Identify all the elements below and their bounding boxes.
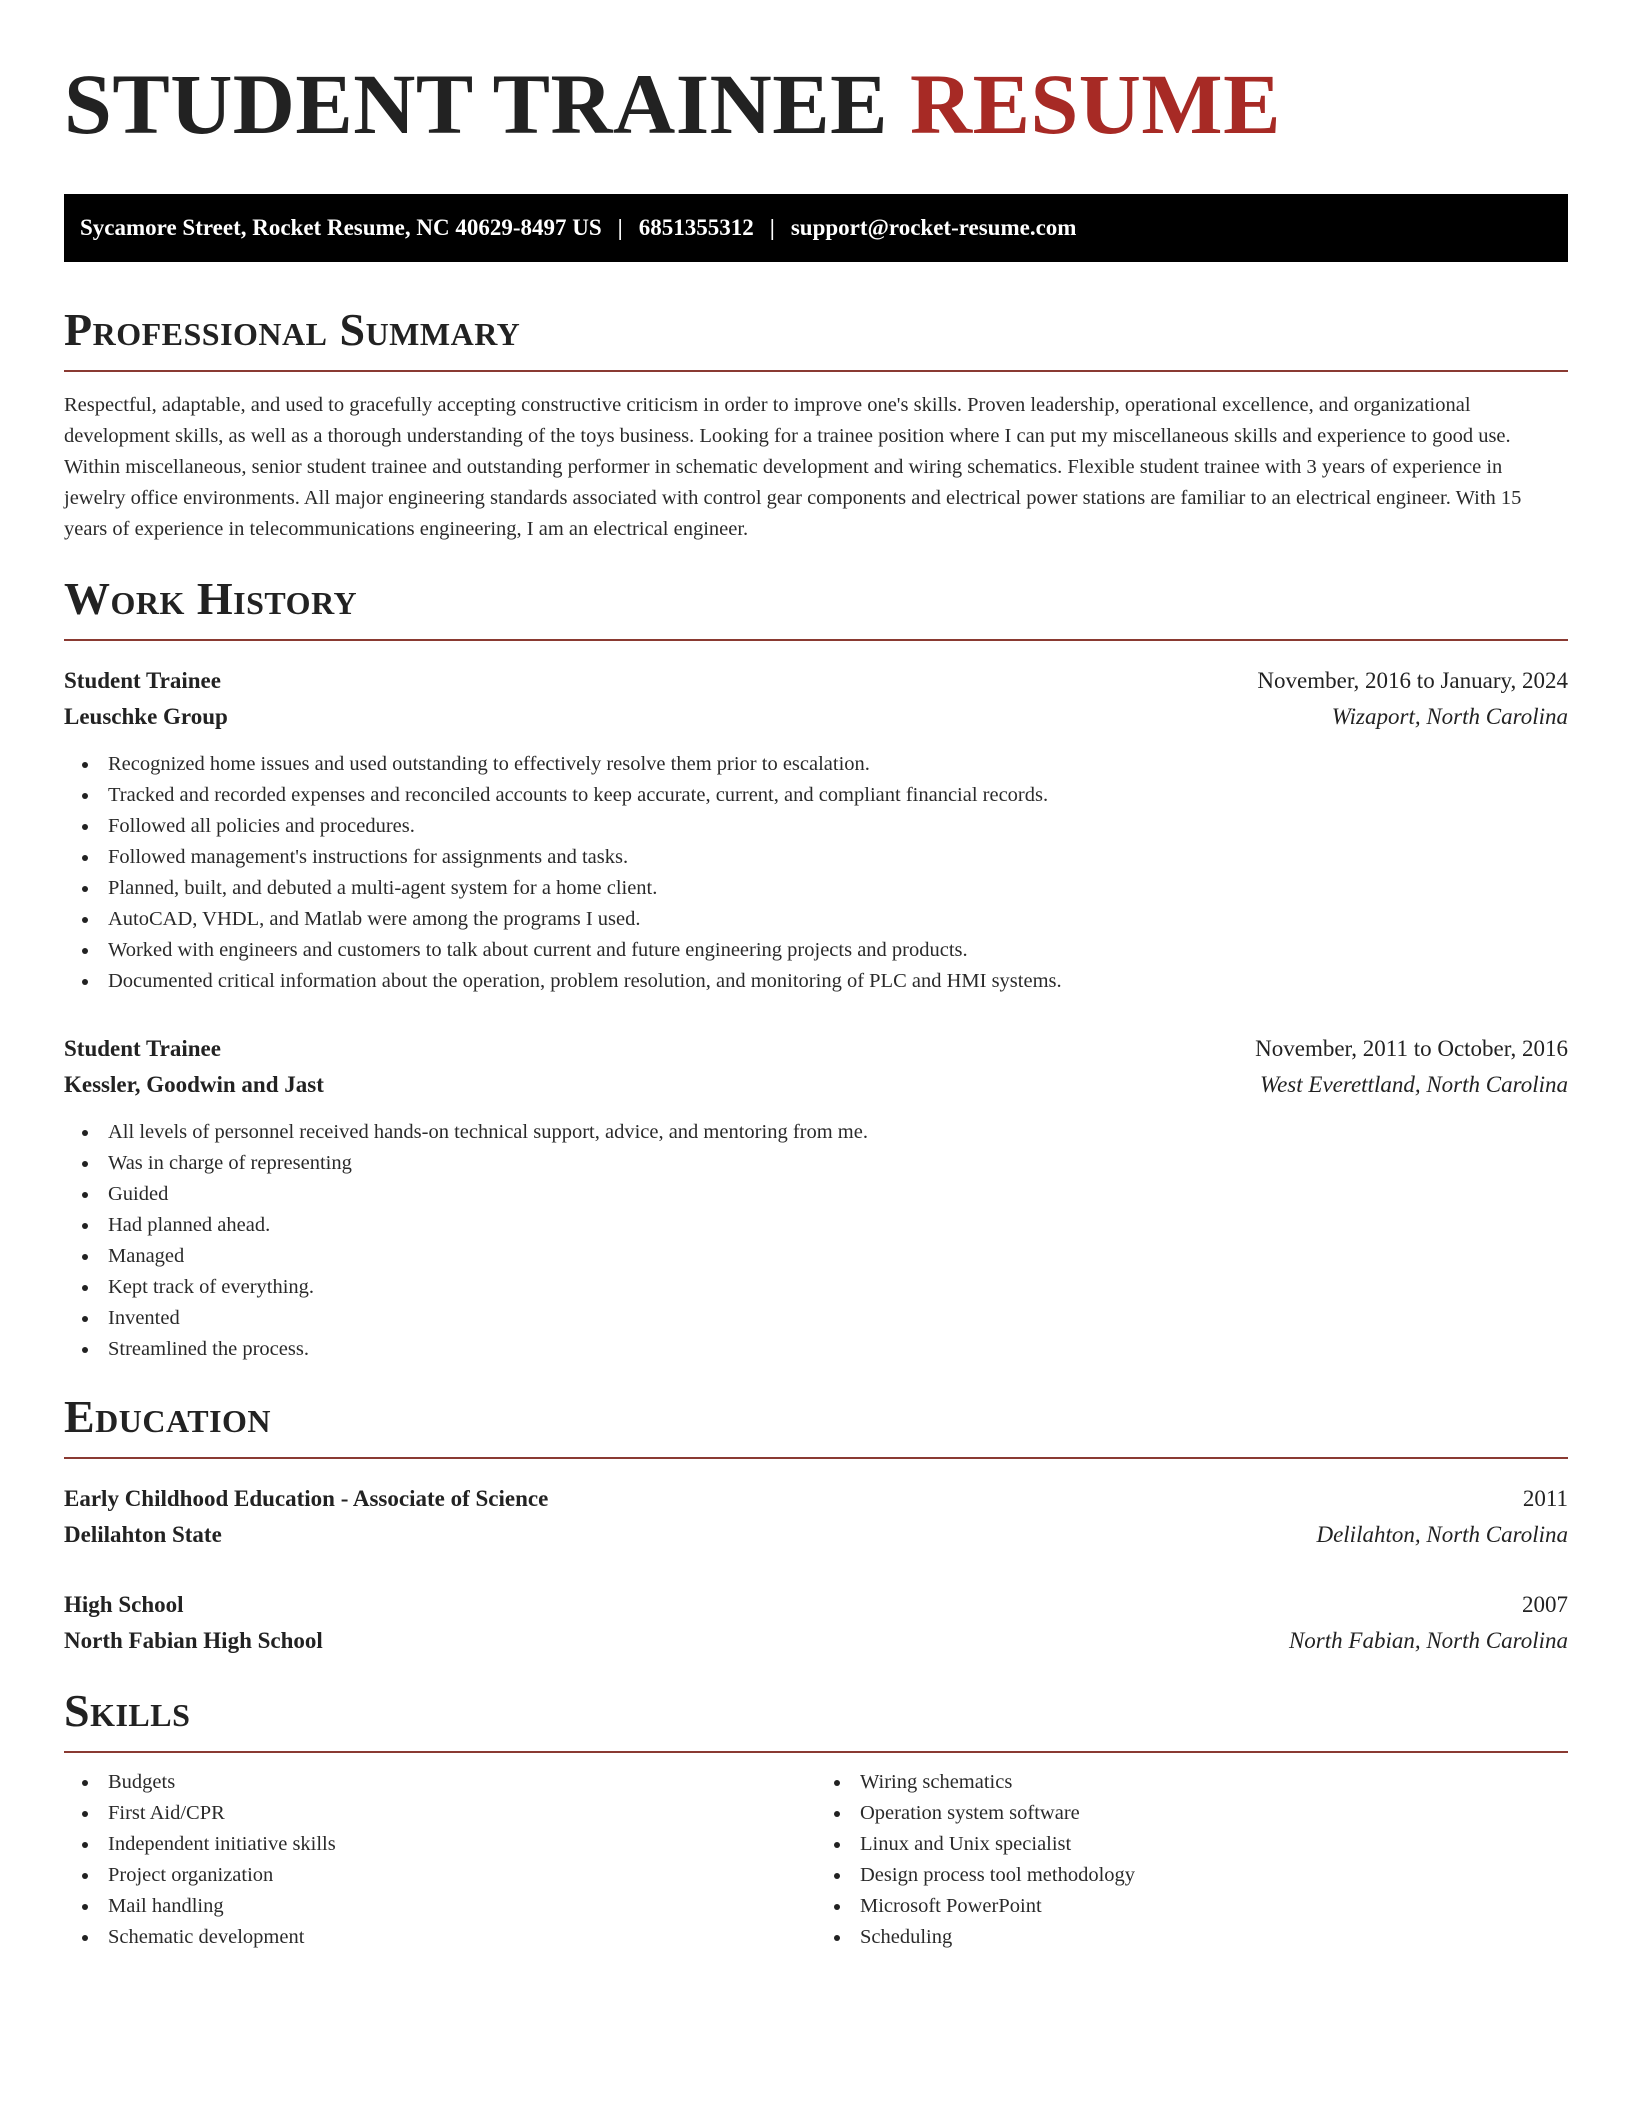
skill-item: Budgets bbox=[64, 1767, 816, 1798]
education-year: 2011 bbox=[1522, 1486, 1568, 1511]
education-location: Delilahton, North Carolina bbox=[1316, 1522, 1568, 1547]
job-entry bbox=[64, 663, 1568, 997]
job-dates: November, 2011 to October, 2016 bbox=[1255, 1036, 1568, 1061]
job-bullet: Had planned ahead. bbox=[64, 1210, 1568, 1241]
skill-item: Project organization bbox=[64, 1860, 816, 1891]
education-entry bbox=[64, 1481, 1568, 1553]
work-history-section bbox=[64, 573, 1568, 1365]
skill-item: Scheduling bbox=[816, 1922, 1568, 1953]
education-entry bbox=[64, 1587, 1568, 1659]
job-title: Student Trainee bbox=[64, 668, 221, 693]
education-school: Delilahton State bbox=[64, 1522, 222, 1547]
job-location: West Everettland, North Carolina bbox=[1260, 1072, 1568, 1097]
title-main: STUDENT TRAINEE bbox=[64, 56, 888, 152]
skills-heading: Skills bbox=[64, 1685, 191, 1736]
education-degree-row bbox=[64, 1481, 1568, 1517]
job-bullet-list bbox=[64, 1117, 1568, 1365]
summary-heading: Professional Summary bbox=[64, 304, 521, 355]
skills-list-left bbox=[64, 1767, 816, 1953]
job-header-row bbox=[64, 1031, 1568, 1067]
section-divider bbox=[64, 639, 1568, 641]
job-company-row bbox=[64, 699, 1568, 735]
skill-item: Microsoft PowerPoint bbox=[816, 1891, 1568, 1922]
job-bullet: Worked with engineers and customers to talk about current and future engineering projects and products. bbox=[64, 935, 1568, 966]
job-bullet: Followed all policies and procedures. bbox=[64, 811, 1568, 842]
contact-separator: | bbox=[617, 215, 623, 240]
job-bullet: Guided bbox=[64, 1179, 1568, 1210]
skills-columns bbox=[64, 1767, 1568, 1953]
skills-section bbox=[64, 1685, 1568, 1953]
education-section bbox=[64, 1391, 1568, 1659]
summary-section bbox=[64, 304, 1568, 545]
job-company: Kessler, Goodwin and Jast bbox=[64, 1072, 324, 1097]
job-title: Student Trainee bbox=[64, 1036, 221, 1061]
education-school-row bbox=[64, 1517, 1568, 1553]
education-school-row bbox=[64, 1623, 1568, 1659]
job-bullet: All levels of personnel received hands-on technical support, advice, and mentoring from me. bbox=[64, 1117, 1568, 1148]
job-entry bbox=[64, 1031, 1568, 1365]
job-company: Leuschke Group bbox=[64, 704, 228, 729]
skill-item: Operation system software bbox=[816, 1798, 1568, 1829]
skill-item: Independent initiative skills bbox=[64, 1829, 816, 1860]
job-bullet: Managed bbox=[64, 1241, 1568, 1272]
section-divider bbox=[64, 370, 1568, 372]
job-bullet: Recognized home issues and used outstanding to effectively resolve them prior to escalation. bbox=[64, 749, 1568, 780]
job-bullet: Streamlined the process. bbox=[64, 1334, 1568, 1365]
contact-separator: | bbox=[769, 215, 775, 240]
resume-title bbox=[64, 52, 1568, 156]
job-bullet: Documented critical information about the operation, problem resolution, and monitoring of PLC and HMI systems. bbox=[64, 966, 1568, 997]
job-bullet: Tracked and recorded expenses and reconciled accounts to keep accurate, current, and compliant financial records. bbox=[64, 780, 1568, 811]
job-bullet: Kept track of everything. bbox=[64, 1272, 1568, 1303]
job-bullet-list bbox=[64, 749, 1568, 997]
education-degree: Early Childhood Education - Associate of Science bbox=[64, 1486, 549, 1511]
skill-item: Schematic development bbox=[64, 1922, 816, 1953]
job-bullet: Planned, built, and debuted a multi-agent system for a home client. bbox=[64, 873, 1568, 904]
contact-bar bbox=[64, 194, 1568, 262]
contact-address: Sycamore Street, Rocket Resume, NC 40629-8497 US bbox=[80, 215, 602, 240]
job-bullet: Followed management's instructions for assignments and tasks. bbox=[64, 842, 1568, 873]
skill-item: Mail handling bbox=[64, 1891, 816, 1922]
contact-phone: 6851355312 bbox=[638, 215, 754, 240]
job-bullet: Was in charge of representing bbox=[64, 1148, 1568, 1179]
education-heading: Education bbox=[64, 1391, 272, 1442]
education-degree-row bbox=[64, 1587, 1568, 1623]
skill-item: First Aid/CPR bbox=[64, 1798, 816, 1829]
education-degree: High School bbox=[64, 1592, 184, 1617]
education-year: 2007 bbox=[1522, 1592, 1568, 1617]
contact-email: support@rocket-resume.com bbox=[790, 215, 1077, 240]
work-history-heading: Work History bbox=[64, 573, 358, 624]
job-bullet: AutoCAD, VHDL, and Matlab were among the programs I used. bbox=[64, 904, 1568, 935]
skill-item: Linux and Unix specialist bbox=[816, 1829, 1568, 1860]
job-dates: November, 2016 to January, 2024 bbox=[1257, 668, 1568, 693]
skill-item: Wiring schematics bbox=[816, 1767, 1568, 1798]
job-header-row bbox=[64, 663, 1568, 699]
job-company-row bbox=[64, 1067, 1568, 1103]
job-bullet: Invented bbox=[64, 1303, 1568, 1334]
section-divider bbox=[64, 1751, 1568, 1753]
education-school: North Fabian High School bbox=[64, 1628, 323, 1653]
summary-text: Respectful, adaptable, and used to gracefully accepting constructive criticism in order to improve one's skills. Proven leadership, operational excellence, and organizational development skills, as well as a thorough understanding of the toys business. Looking for a trainee position where I can put my miscellaneous skills and experience to good use. Within miscellaneous, senior student trainee and outstanding performer in schematic development and wiring schematics. Flexible student trainee with 3 years of experience in jewelry office environments. All major engineering standards associated with control gear components and electrical power stations are familiar to an electrical engineer. With 15 years of experience in telecommunications engineering, I am an electrical engineer. bbox=[64, 394, 1522, 540]
education-location: North Fabian, North Carolina bbox=[1288, 1628, 1568, 1653]
title-accent: RESUME bbox=[910, 56, 1281, 152]
job-location: Wizaport, North Carolina bbox=[1331, 704, 1568, 729]
section-divider bbox=[64, 1457, 1568, 1459]
skills-list-right bbox=[816, 1767, 1568, 1953]
skill-item: Design process tool methodology bbox=[816, 1860, 1568, 1891]
